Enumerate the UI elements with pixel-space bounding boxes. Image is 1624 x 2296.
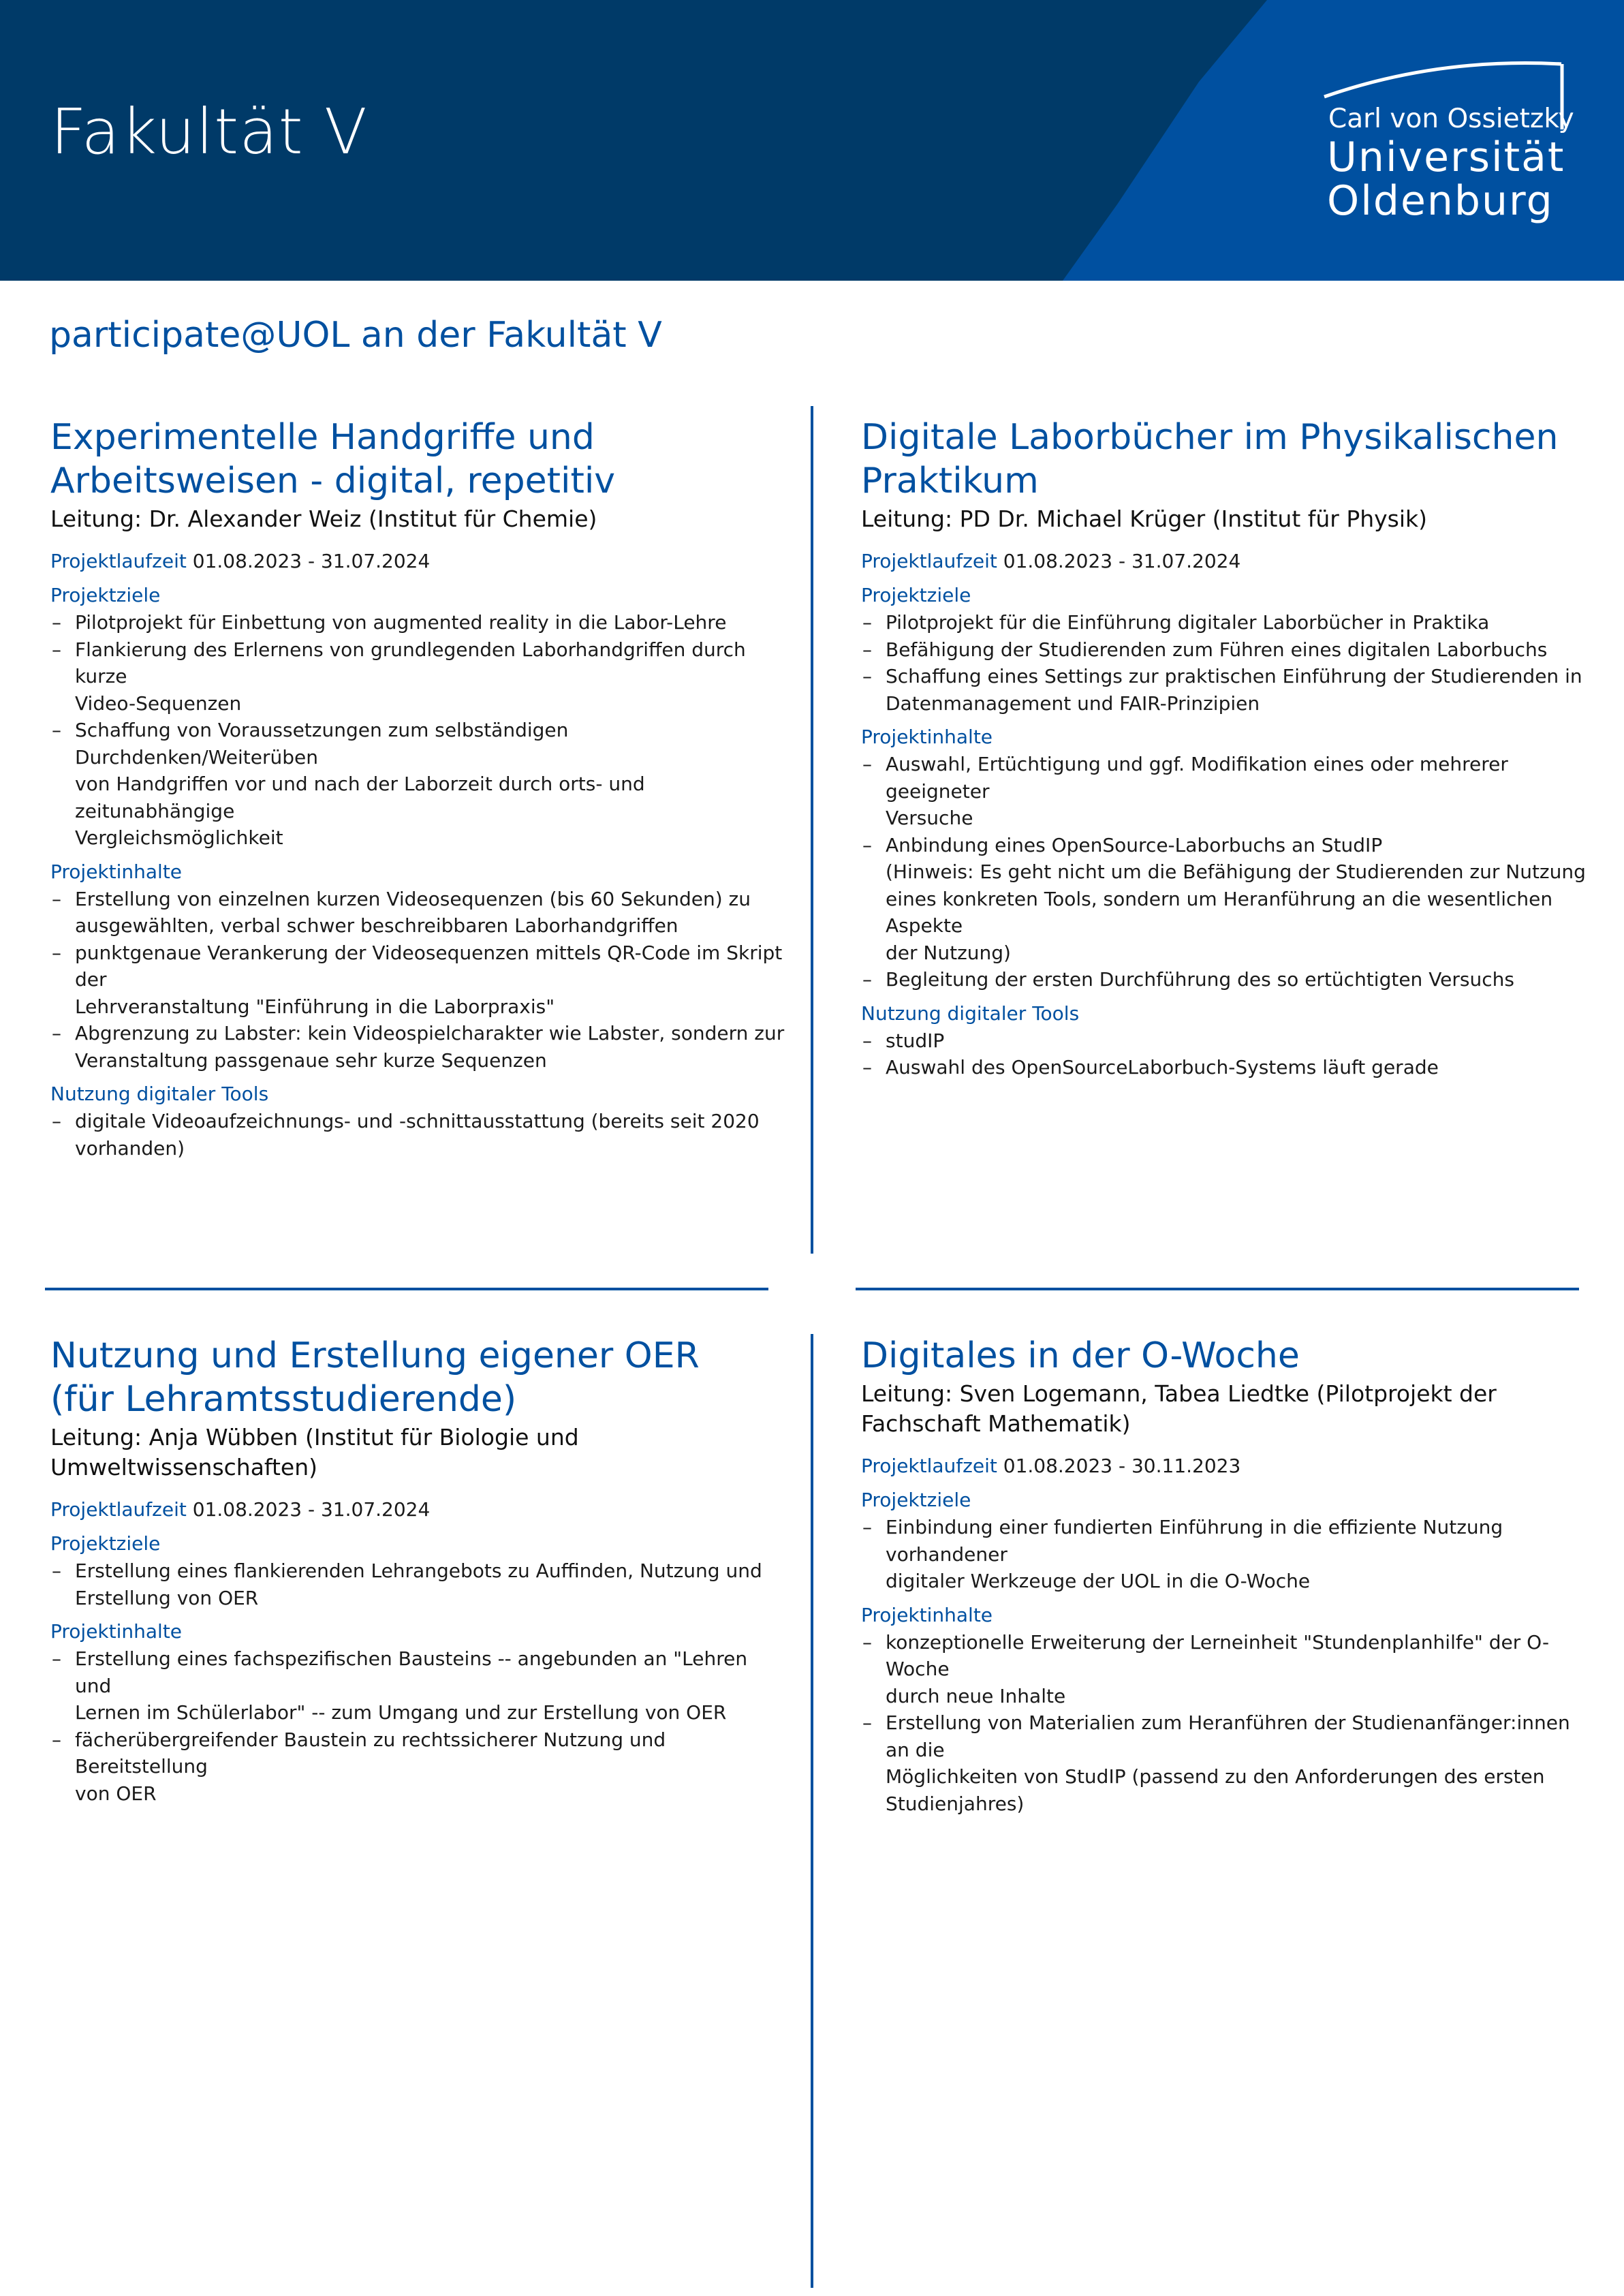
project-lead-line: Umweltwissenschaften)	[50, 1454, 318, 1480]
list-item-line: Pilotprojekt für Einbettung von augmented reality in die Labor-Lehre	[75, 611, 727, 634]
list-item-line: Erstellung von einzelnen kurzen Videosequenzen (bis 60 Sekunden) zu	[75, 887, 751, 910]
list-item-line: (Hinweis: Es geht nicht um die Befähigung der Studierenden zur Nutzung	[886, 860, 1586, 883]
list-item-line: Schaffung von Voraussetzungen zum selbständigen Durchdenken/Weiterüben	[75, 719, 569, 769]
list-item	[861, 1054, 1597, 1081]
project-runtime	[861, 1453, 1597, 1480]
list-item-line: Veranstaltung passgenaue sehr kurze Sequenzen	[75, 1049, 547, 1072]
project-title	[50, 416, 786, 503]
list-item	[50, 1645, 786, 1726]
project-title-line: Praktikum	[861, 461, 1039, 501]
faculty-title: Fakultät V	[50, 95, 368, 168]
list-item-line: Befähigung der Studierenden zum Führen eines digitalen Laborbuchs	[886, 638, 1548, 661]
list-item-line: Erstellung eines flankierenden Lehrangebots zu Auffinden, Nutzung und	[75, 1560, 762, 1582]
project-runtime	[50, 548, 786, 575]
runtime-value: 01.08.2023 - 30.11.2023	[1003, 1455, 1241, 1477]
project-lead	[861, 1379, 1597, 1439]
list-item-line: ausgewählten, verbal schwer beschreibbaren Laborhandgriffen	[75, 914, 678, 937]
list-item-line: Lernen im Schülerlabor" -- zum Umgang und zur Erstellung von OER	[75, 1701, 727, 1724]
contents-list	[861, 1629, 1597, 1818]
list-item	[50, 940, 786, 1021]
runtime-label: Projektlaufzeit	[50, 1498, 187, 1521]
project-lead	[50, 504, 786, 534]
list-item-line: Flankierung des Erlernens von grundlegenden Laborhandgriffen durch kurze	[75, 638, 746, 687]
project-block	[861, 416, 1597, 1081]
list-item-line: von Handgriffen vor und nach der Laborzeit durch orts- und zeitunabhängige	[75, 773, 645, 822]
list-item	[50, 609, 786, 636]
runtime-label: Projektlaufzeit	[861, 1455, 997, 1477]
list-item	[861, 1514, 1597, 1595]
list-item	[861, 636, 1597, 664]
page-header	[0, 0, 1624, 281]
list-item	[50, 1557, 786, 1611]
list-item-line: Lehrveranstaltung "Einführung in die Laborpraxis"	[75, 995, 555, 1018]
list-item-line: Einbindung einer fundierten Einführung in die effiziente Nutzung vorhandener	[886, 1516, 1503, 1566]
list-item	[861, 966, 1597, 993]
section-label-tools: Nutzung digitaler Tools	[50, 1083, 269, 1105]
tools-list	[861, 1027, 1597, 1081]
project-title-line: Arbeitsweisen - digital, repetitiv	[50, 461, 616, 501]
list-item-line: digitaler Werkzeuge der UOL in die O-Woche	[886, 1570, 1311, 1592]
list-item-line: studIP	[886, 1029, 945, 1052]
project-lead-line: Fachschaft Mathematik)	[861, 1410, 1131, 1437]
list-item	[861, 1709, 1597, 1817]
project-lead-line: Leitung: PD Dr. Michael Krüger (Institut für Physik)	[861, 506, 1428, 532]
list-item-line: konzeptionelle Erweiterung der Lerneinheit "Stundenplanhilfe" der O-Woche	[886, 1630, 1550, 1680]
goals-list	[861, 1514, 1597, 1595]
project-title-line: Digitale Laborbücher im Physikalischen	[861, 417, 1559, 458]
project-title	[50, 1334, 786, 1421]
list-item	[50, 1726, 786, 1808]
goals-list	[861, 609, 1597, 717]
logo-line-1: Carl von Ossietzky	[1328, 104, 1574, 134]
list-item	[50, 636, 786, 717]
list-item-line: von OER	[75, 1782, 157, 1805]
list-item-line: Schaffung eines Settings zur praktischen Einführung der Studierenden in	[886, 665, 1582, 687]
project-block	[861, 1334, 1597, 1817]
section-label-inhalte: Projektinhalte	[50, 860, 183, 883]
row-divider-left	[45, 1288, 768, 1290]
runtime-label: Projektlaufzeit	[861, 550, 997, 572]
section-label-inhalte: Projektinhalte	[861, 1603, 993, 1626]
list-item-line: Auswahl des OpenSourceLaborbuch-Systems läuft gerade	[886, 1056, 1439, 1079]
project-lead-line: Leitung: Sven Logemann, Tabea Liedtke (Pilotprojekt der	[861, 1380, 1497, 1407]
tools-list	[50, 1108, 786, 1162]
list-item-line: digitale Videoaufzeichnungs- und -schnittausstattung (bereits seit 2020	[75, 1110, 760, 1132]
spacer	[50, 1483, 786, 1496]
project-lead-line: Leitung: Dr. Alexander Weiz (Institut für Chemie)	[50, 506, 597, 532]
project-title	[861, 416, 1597, 503]
spacer	[861, 534, 1597, 548]
list-item-line: Vergleichsmöglichkeit	[75, 826, 283, 849]
section-label-inhalte: Projektinhalte	[50, 1620, 183, 1643]
project-runtime	[861, 548, 1597, 575]
list-item-line: Erstellung von OER	[75, 1586, 259, 1609]
section-label-tools: Nutzung digitaler Tools	[861, 1002, 1080, 1025]
page-title: participate@UOL an der Fakultät V	[49, 315, 662, 356]
project-title-line: Nutzung und Erstellung eigener OER	[50, 1335, 700, 1376]
row-divider-right	[856, 1288, 1579, 1290]
list-item-line: eines konkreten Tools, sondern um Heranführung an die wesentlichen Aspekte	[886, 887, 1553, 937]
list-item-line: Abgrenzung zu Labster: kein Videospielcharakter wie Labster, sondern zur	[75, 1022, 785, 1044]
project-title-line: (für Lehramtsstudierende)	[50, 1379, 517, 1420]
list-item	[861, 609, 1597, 636]
project-title	[861, 1334, 1597, 1378]
column-divider-top	[811, 406, 813, 1254]
list-item	[861, 1629, 1597, 1710]
university-logo	[1315, 57, 1587, 234]
list-item	[861, 832, 1597, 967]
list-item	[50, 1020, 786, 1074]
list-item-line: Video-Sequenzen	[75, 692, 242, 715]
goals-list	[50, 1557, 786, 1611]
project-block	[50, 416, 786, 1162]
list-item-line: Anbindung eines OpenSource-Laborbuchs an StudIP	[886, 833, 1383, 856]
list-item	[50, 886, 786, 940]
list-item	[50, 717, 786, 852]
list-item	[50, 1108, 786, 1162]
runtime-value: 01.08.2023 - 31.07.2024	[1003, 550, 1241, 572]
list-item-line: durch neue Inhalte	[886, 1684, 1066, 1707]
list-item-line: Auswahl, Ertüchtigung und ggf. Modifikation eines oder mehrerer geeigneter	[886, 753, 1508, 803]
section-label-ziele: Projektziele	[50, 584, 161, 606]
list-item-line: Erstellung von Materialien zum Heranführen der Studienanfänger:innen an die	[886, 1711, 1570, 1761]
list-item-line: fächerübergreifender Baustein zu rechtssicherer Nutzung und Bereitstellung	[75, 1728, 666, 1778]
section-label-ziele: Projektziele	[861, 584, 971, 606]
section-label-ziele: Projektziele	[50, 1532, 161, 1555]
section-label-ziele: Projektziele	[861, 1489, 971, 1511]
list-item	[861, 1027, 1597, 1055]
spacer	[50, 534, 786, 548]
list-item-line: Möglichkeiten von StudIP (passend zu den Anforderungen des ersten	[886, 1765, 1545, 1788]
list-item-line: vorhanden)	[75, 1136, 185, 1160]
runtime-label: Projektlaufzeit	[50, 550, 187, 572]
list-item	[861, 663, 1597, 717]
list-item-line: Pilotprojekt für die Einführung digitaler Laborbücher in Praktika	[886, 611, 1490, 634]
project-lead	[861, 504, 1597, 534]
list-item-line: Begleitung der ersten Durchführung des so ertüchtigten Versuchs	[886, 968, 1514, 991]
contents-list	[50, 886, 786, 1074]
goals-list	[50, 609, 786, 852]
project-title-line: Experimentelle Handgriffe und	[50, 417, 595, 458]
list-item-line: der Nutzung)	[886, 941, 1011, 964]
contents-list	[861, 751, 1597, 993]
project-runtime	[50, 1496, 786, 1523]
logo-line-2: Universität	[1327, 134, 1565, 181]
list-item	[861, 751, 1597, 832]
runtime-value: 01.08.2023 - 31.07.2024	[192, 550, 431, 572]
spacer	[861, 1439, 1597, 1453]
list-item-line: Erstellung eines fachspezifischen Bausteins -- angebunden an "Lehren und	[75, 1647, 748, 1697]
list-item-line: Studienjahres)	[886, 1792, 1025, 1815]
section-label-inhalte: Projektinhalte	[861, 726, 993, 748]
project-lead	[50, 1423, 786, 1483]
column-divider-bottom	[811, 1334, 813, 2288]
runtime-value: 01.08.2023 - 31.07.2024	[192, 1498, 431, 1521]
list-item-line: Versuche	[886, 807, 973, 829]
list-item-line: Datenmanagement und FAIR-Prinzipien	[886, 692, 1260, 715]
contents-list	[50, 1645, 786, 1807]
project-title-line: Digitales in der O-Woche	[861, 1335, 1300, 1376]
project-lead-line: Leitung: Anja Wübben (Institut für Biologie und	[50, 1424, 579, 1450]
list-item-line: punktgenaue Verankerung der Videosequenzen mittels QR-Code im Skript der	[75, 941, 783, 991]
logo-line-3: Oldenburg	[1327, 177, 1554, 225]
project-block	[50, 1334, 786, 1807]
